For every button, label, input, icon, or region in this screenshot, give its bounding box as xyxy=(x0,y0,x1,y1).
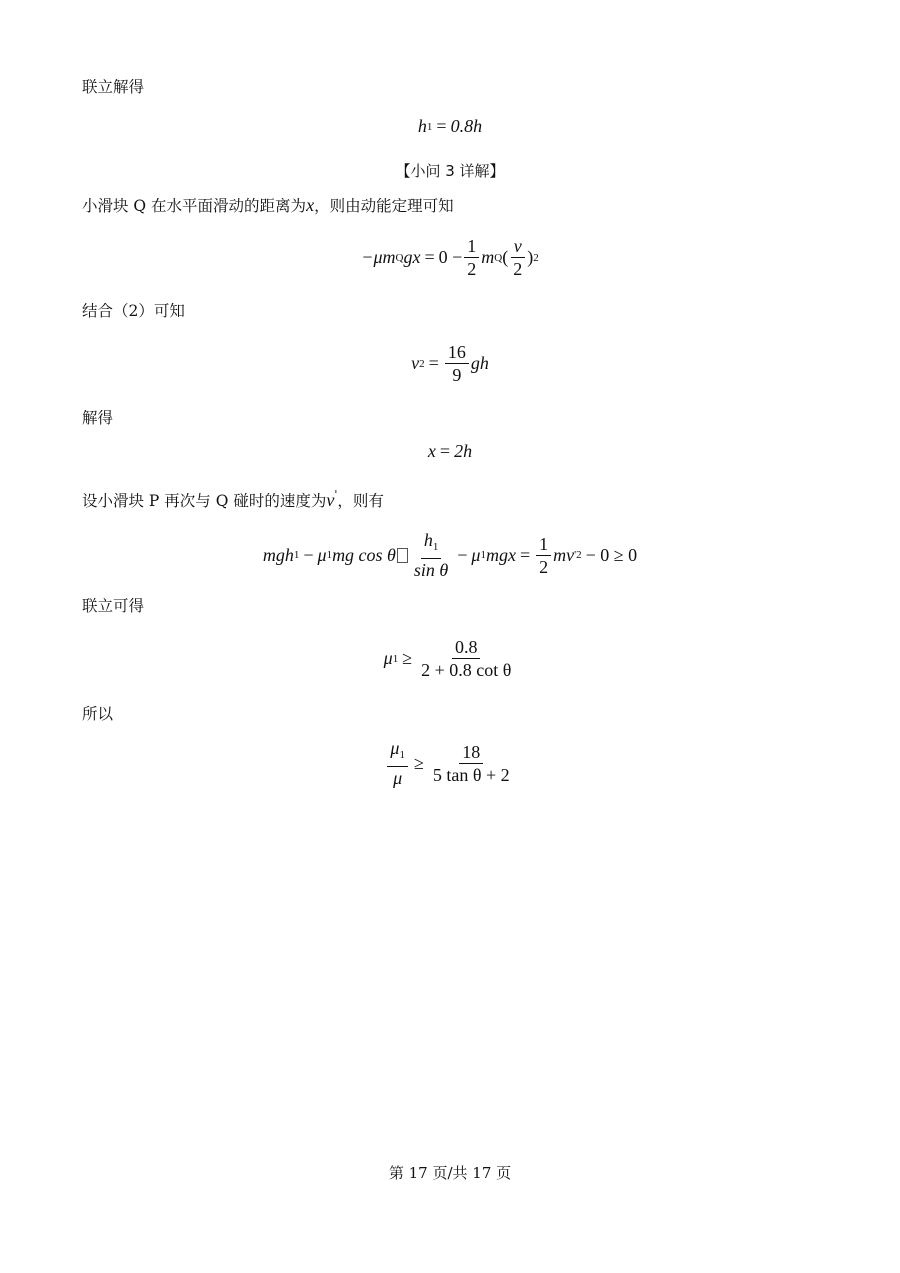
equation-v-squared: v 2 = $\frac{16}{9}$ gh xyxy=(411,342,489,385)
text-line: 联立可得 xyxy=(82,597,145,615)
text-line: 小滑块 Q 在水平面滑动的距离为x，则由动能定理可知 xyxy=(82,195,454,215)
text-line: 解得 xyxy=(82,409,114,427)
page-footer: 第 17 页/共 17 页 xyxy=(388,1164,512,1182)
missing-glyph-box xyxy=(397,548,408,563)
equation-mu1: μ 1 ≥ $\frac{0.8}{\text{2 + 0.8 cot θ}}$ xyxy=(383,637,512,680)
equation-x: x = 2h xyxy=(427,441,473,461)
text-line: 所以 xyxy=(82,705,114,723)
equation-energy-inequality: mgh 1 − μ 1 mg cos θ $\frac{h_1}{\text{sin θ}}$ − μ 1 mgx = $\frac{1}{2}$ mv '2 − 0 ≥ 0 xyxy=(262,530,638,580)
equation-ratio: $\frac{\mu_1}{\mu}$ ≥ $\frac{18}{\text{5 tan θ + 2}}$ xyxy=(0,738,900,788)
text-line: 结合（2）可知 xyxy=(82,302,185,320)
text-line: 设小滑块 P 再次与 Q 碰时的速度为v'，则有 xyxy=(82,488,384,510)
section-title: 【小问 3 详解】 xyxy=(395,162,505,180)
equation-work-energy: −μm Q gx = 0 − $\frac{1}{2}$ m Q ( $\frac{v}{2}$ ) 2 xyxy=(361,236,539,279)
equation-h1: h 1 = 0.8h xyxy=(417,116,483,136)
text-line: 联立解得 xyxy=(82,78,145,96)
